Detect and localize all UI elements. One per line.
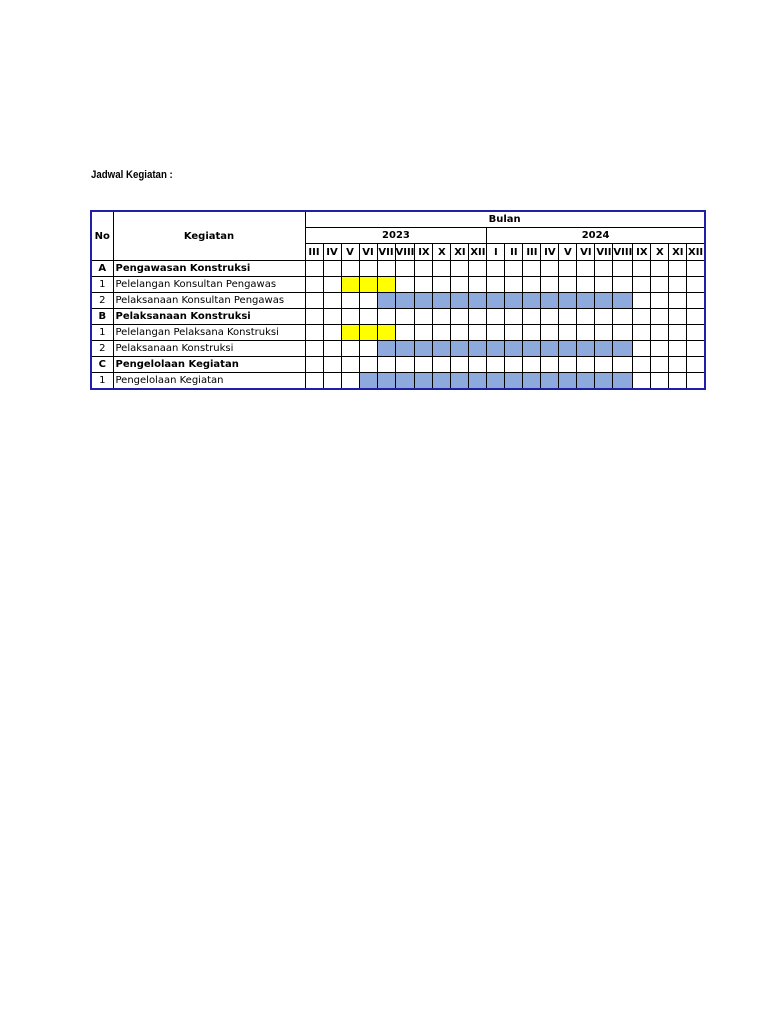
execution-period-cell [595,373,613,390]
month-cell [451,277,469,293]
month-cell [505,277,523,293]
month-cell [487,357,505,373]
month-cell [541,309,559,325]
execution-period-cell [487,293,505,309]
month-cell [651,373,669,390]
month-2024-VII: VII [595,244,613,261]
month-cell [687,309,705,325]
month-cell [377,309,395,325]
month-cell [669,309,687,325]
execution-period-cell [377,373,395,390]
month-cell [359,309,377,325]
month-cell [559,357,577,373]
execution-period-cell [395,373,415,390]
execution-period-cell [559,373,577,390]
month-cell [577,325,595,341]
execution-period-cell [359,373,377,390]
execution-period-cell [505,293,523,309]
execution-period-cell [433,373,451,390]
month-cell [651,293,669,309]
execution-period-cell [415,373,433,390]
month-2023-XII: XII [469,244,487,261]
month-cell [595,325,613,341]
month-cell [341,373,359,390]
month-cell [613,277,633,293]
month-cell [505,325,523,341]
month-cell [305,373,323,390]
month-cell [687,325,705,341]
month-cell [595,261,613,277]
activity-label: Pengawasan Konstruksi [113,261,305,277]
month-cell [669,277,687,293]
month-cell [341,341,359,357]
month-cell [651,341,669,357]
month-cell [359,341,377,357]
month-cell [323,373,341,390]
header-year-2024: 2024 [487,228,705,244]
execution-period-cell [613,293,633,309]
execution-period-cell [505,341,523,357]
month-cell [595,277,613,293]
month-cell [341,261,359,277]
month-cell [395,357,415,373]
execution-period-cell [577,373,595,390]
month-2024-I: I [487,244,505,261]
month-2024-XII: XII [687,244,705,261]
execution-period-cell [433,341,451,357]
month-cell [669,261,687,277]
tender-period-cell [377,325,395,341]
month-2024-II: II [505,244,523,261]
execution-period-cell [469,341,487,357]
month-cell [341,357,359,373]
month-cell [669,373,687,390]
execution-period-cell [523,373,541,390]
month-2024-VI: VI [577,244,595,261]
header-row-bulan [91,211,705,228]
month-cell [613,309,633,325]
month-cell [687,293,705,309]
row-number: 1 [91,373,113,390]
execution-period-cell [377,341,395,357]
month-cell [395,309,415,325]
row-number: 1 [91,277,113,293]
execution-period-cell [523,341,541,357]
execution-period-cell [505,373,523,390]
month-cell [469,309,487,325]
row-number: 2 [91,341,113,357]
month-cell [305,357,323,373]
month-cell [577,309,595,325]
month-cell [633,293,651,309]
month-cell [651,277,669,293]
month-cell [451,325,469,341]
activity-row [91,277,705,293]
month-cell [505,357,523,373]
activity-label: Pelelangan Konsultan Pengawas [113,277,305,293]
month-2024-X: X [651,244,669,261]
tender-period-cell [359,277,377,293]
month-cell [541,357,559,373]
month-cell [687,261,705,277]
execution-period-cell [541,341,559,357]
month-cell [323,325,341,341]
tender-period-cell [341,325,359,341]
month-2023-VII: VII [377,244,395,261]
header-year-2023: 2023 [305,228,487,244]
activity-row [91,325,705,341]
month-cell [523,325,541,341]
month-cell [323,293,341,309]
month-cell [651,309,669,325]
activity-row [91,373,705,390]
month-cell [433,309,451,325]
month-cell [687,277,705,293]
month-2024-IX: IX [633,244,651,261]
schedule-table [90,210,706,390]
row-number: B [91,309,113,325]
tender-period-cell [359,325,377,341]
month-cell [633,357,651,373]
month-2024-V: V [559,244,577,261]
row-number: A [91,261,113,277]
execution-period-cell [451,341,469,357]
month-cell [559,325,577,341]
month-cell [395,325,415,341]
execution-period-cell [577,341,595,357]
month-cell [651,357,669,373]
month-cell [669,357,687,373]
execution-period-cell [541,293,559,309]
month-2023-IV: IV [323,244,341,261]
month-cell [469,357,487,373]
execution-period-cell [377,293,395,309]
month-cell [633,261,651,277]
activity-label: Pelelangan Pelaksana Konstruksi [113,325,305,341]
execution-period-cell [595,341,613,357]
month-2024-IV: IV [541,244,559,261]
execution-period-cell [415,293,433,309]
header-bulan: Bulan [305,211,705,228]
month-cell [577,277,595,293]
activity-label: Pengelolaan Kegiatan [113,373,305,390]
month-cell [305,261,323,277]
month-cell [433,325,451,341]
month-cell [469,325,487,341]
tender-period-cell [377,277,395,293]
month-2023-III: III [305,244,323,261]
execution-period-cell [451,373,469,390]
month-2023-X: X [433,244,451,261]
month-cell [487,309,505,325]
month-cell [487,277,505,293]
month-cell [377,261,395,277]
execution-period-cell [559,293,577,309]
schedule-title: Jadwal Kegiatan : [91,169,173,181]
execution-period-cell [395,341,415,357]
month-cell [577,357,595,373]
month-cell [687,373,705,390]
month-cell [541,277,559,293]
month-cell [487,261,505,277]
month-2024-XI: XI [669,244,687,261]
activity-label: Pelaksanaan Konsultan Pengawas [113,293,305,309]
row-number: C [91,357,113,373]
month-2024-III: III [523,244,541,261]
month-cell [505,261,523,277]
activity-label: Pelaksanaan Konstruksi [113,309,305,325]
month-cell [341,309,359,325]
month-cell [323,277,341,293]
month-cell [433,261,451,277]
month-cell [541,325,559,341]
month-cell [487,325,505,341]
execution-period-cell [577,293,595,309]
month-cell [523,357,541,373]
month-cell [323,309,341,325]
month-cell [687,341,705,357]
month-cell [415,357,433,373]
execution-period-cell [469,293,487,309]
month-cell [323,261,341,277]
month-cell [687,357,705,373]
month-cell [341,293,359,309]
month-2023-XI: XI [451,244,469,261]
month-cell [577,261,595,277]
month-cell [305,325,323,341]
month-cell [669,293,687,309]
execution-period-cell [595,293,613,309]
activity-row [91,357,705,373]
execution-period-cell [433,293,451,309]
month-cell [433,357,451,373]
execution-period-cell [613,341,633,357]
row-number: 1 [91,325,113,341]
month-cell [305,277,323,293]
month-cell [595,357,613,373]
month-cell [323,357,341,373]
month-cell [541,261,559,277]
month-cell [415,325,433,341]
month-cell [651,325,669,341]
month-cell [451,357,469,373]
execution-period-cell [451,293,469,309]
month-2023-IX: IX [415,244,433,261]
month-cell [559,309,577,325]
execution-period-cell [415,341,433,357]
month-cell [359,261,377,277]
month-cell [669,341,687,357]
month-cell [323,341,341,357]
month-cell [451,261,469,277]
month-cell [523,261,541,277]
month-cell [305,309,323,325]
month-cell [613,261,633,277]
execution-period-cell [559,341,577,357]
execution-period-cell [523,293,541,309]
month-cell [613,325,633,341]
activity-label: Pengelolaan Kegiatan [113,357,305,373]
month-cell [613,357,633,373]
month-cell [523,309,541,325]
month-cell [469,261,487,277]
activity-row [91,309,705,325]
activity-row [91,341,705,357]
month-cell [415,309,433,325]
month-cell [595,309,613,325]
month-cell [305,341,323,357]
month-cell [395,277,415,293]
month-cell [415,261,433,277]
header-no: No [91,211,113,261]
month-cell [415,277,433,293]
month-cell [633,325,651,341]
execution-period-cell [541,373,559,390]
month-cell [359,357,377,373]
month-cell [559,277,577,293]
month-cell [505,309,523,325]
month-cell [633,373,651,390]
tender-period-cell [341,277,359,293]
month-cell [305,293,323,309]
row-number: 2 [91,293,113,309]
month-2023-VIII: VIII [395,244,415,261]
month-2023-VI: VI [359,244,377,261]
execution-period-cell [395,293,415,309]
month-cell [633,341,651,357]
month-cell [469,277,487,293]
month-2023-V: V [341,244,359,261]
execution-period-cell [613,373,633,390]
month-cell [395,261,415,277]
activity-label: Pelaksanaan Konstruksi [113,341,305,357]
month-2024-VIII: VIII [613,244,633,261]
month-cell [559,261,577,277]
header-kegiatan: Kegiatan [113,211,305,261]
month-cell [359,293,377,309]
month-cell [633,309,651,325]
month-cell [377,357,395,373]
month-cell [633,277,651,293]
month-cell [433,277,451,293]
month-cell [523,277,541,293]
activity-row [91,293,705,309]
execution-period-cell [487,373,505,390]
month-cell [651,261,669,277]
month-cell [451,309,469,325]
execution-period-cell [469,373,487,390]
execution-period-cell [487,341,505,357]
activity-row [91,261,705,277]
month-cell [669,325,687,341]
